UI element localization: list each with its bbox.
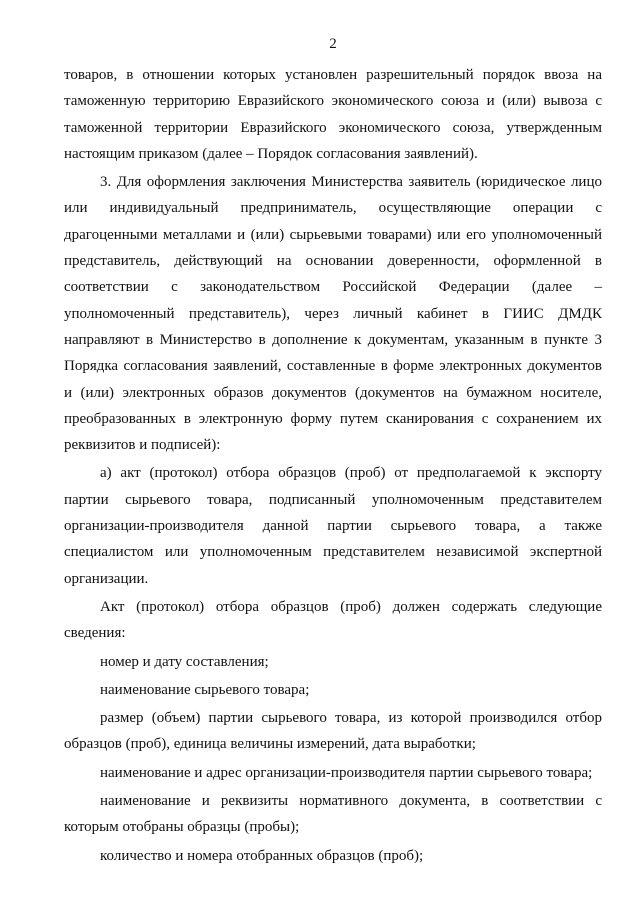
list-item-goods-name: наименование сырьевого товара; — [100, 681, 310, 698]
list-item-number-date: номер и дату составления; — [100, 653, 269, 670]
list-item-producer: наименование и адрес организации-производителя партии сырьевого товара; — [100, 764, 593, 781]
paragraph-act-requirements: Акт (протокол) отбора образцов (проб) должен содержать следующие сведения: — [64, 598, 602, 642]
paragraph-continuation: товаров, в отношении которых установлен разрешительный порядок ввоза на таможенную территорию Евразийского экономического союза и (или) вывоза с таможенной территории Евразийского экономического союза, утвержденным настоящим приказом (далее – Порядок согласования заявлений). — [64, 67, 602, 162]
paragraph-subitem-a: а) акт (протокол) отбора образцов (проб) от предполагаемой к экспорту партии сырьевого товара, подписанный уполномоченным представителем организации-производителя данной партии сырьевого товара, а также специалистом или уполномоченным представителем независимой экспертной организации. — [64, 465, 602, 587]
list-item-normative-document: наименование и реквизиты нормативного документа, в соответствии с которым отобраны образцы (пробы); — [64, 793, 602, 836]
list-item-samples-count: количество и номера отобранных образцов (проб); — [100, 847, 424, 864]
list-item-batch-size: размер (объем) партии сырьевого товара, из которой производился отбор образцов (проб), единица величины измерений, дата выработки; — [64, 710, 602, 753]
page-number: 2 — [329, 36, 337, 52]
paragraph-item-3: 3. Для оформления заключения Министерства заявитель (юридическое лицо или индивидуальный предприниматель, осуществляющие операции с драгоценными металлами и (или) сырьевыми товарами) или его уполномоченный представитель, действующий на основании доверенности, оформленной в соответствии с законодательством Российской Федерации (далее – уполномоченный представитель), через личный кабинет в ГИИС ДМДК направляют в Министерство в дополнение к документам, указанным в пункте 3 Порядка согласования заявлений, составленные в форме электронных документов и (или) электронных образов документов (документов на бумажном носителе, преобразованных в электронную форму путем сканирования с сохранением их реквизитов и подписей): — [64, 174, 602, 454]
